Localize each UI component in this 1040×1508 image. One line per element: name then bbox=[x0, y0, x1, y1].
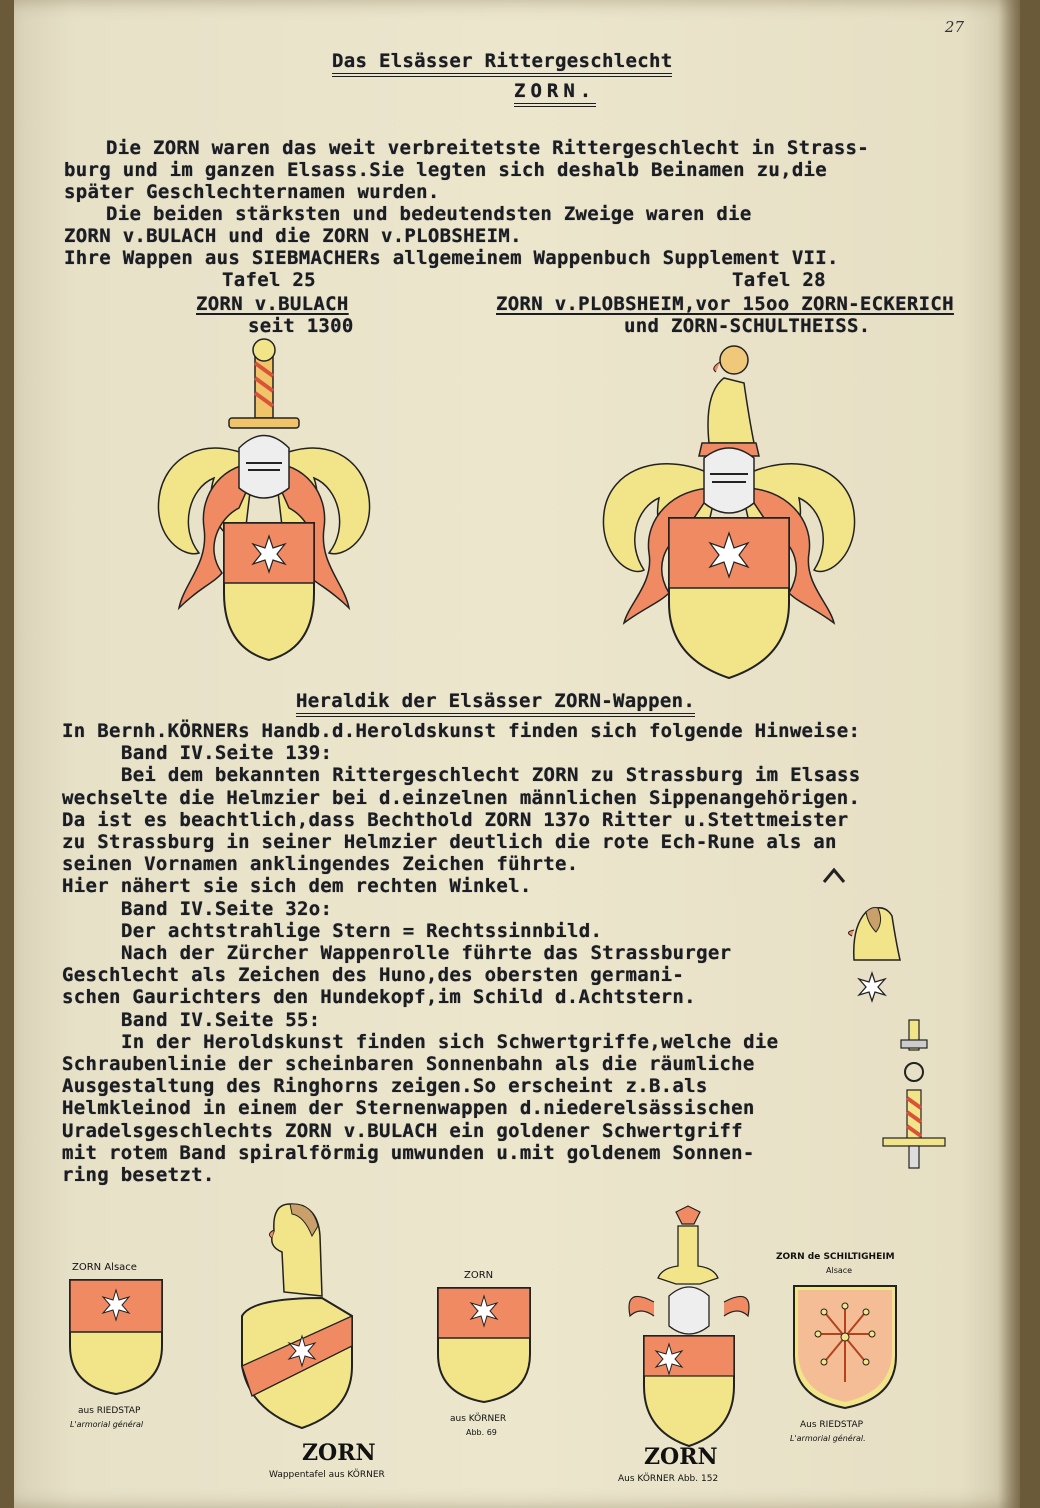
body-line: Der achtstrahlige Stern = Rechtssinnbild. bbox=[74, 919, 603, 942]
body-line: Band IV.Seite 55: bbox=[74, 1008, 321, 1031]
body-line: Helmkleinod in einem der Sternenwappen d.niederelsässischen bbox=[62, 1097, 755, 1120]
body-line: Band IV.Seite 32o: bbox=[74, 897, 333, 920]
body-line: Schraubenlinie der scheinbaren Sonnenbahn als die räumliche bbox=[62, 1053, 755, 1076]
body-line: Uradelsgeschlechts ZORN v.BULACH ein goldener Schwertgriff bbox=[62, 1119, 743, 1142]
body-line: Bei dem bekannten Rittergeschlecht ZORN zu Strassburg im Elsass bbox=[74, 764, 861, 787]
shield-4-caption-1: ZORN bbox=[644, 1444, 718, 1470]
main-body bbox=[62, 720, 861, 1187]
shield-3-top-label: ZORN bbox=[464, 1270, 494, 1281]
body-line: mit rotem Band spiralförmig umwunden u.mit goldenem Sonnen- bbox=[62, 1141, 755, 1164]
shield-4-koerner-helmzier bbox=[614, 1206, 764, 1456]
intro-line-6: Ihre Wappen aus SIEBMACHERs allgemeinem Wappenbuch Supplement VII. bbox=[64, 247, 839, 269]
left-arms-name: ZORN v.BULACH bbox=[196, 293, 349, 315]
body-line: Geschlecht als Zeichen des Huno,des obersten germani- bbox=[62, 964, 685, 987]
shield-5-caption-1: Aus RIEDSTAP bbox=[800, 1420, 864, 1430]
intro-line-3: später Geschlechternamen wurden. bbox=[64, 181, 440, 203]
zorn-bulach-coat-of-arms bbox=[144, 338, 384, 668]
intro-line-4: Die beiden stärksten und bedeutendsten Zweige waren die bbox=[106, 203, 752, 225]
shield-3-caption-1: aus KÖRNER bbox=[450, 1414, 507, 1424]
page-number: 27 bbox=[944, 18, 964, 36]
body-line: seinen Vornamen anklingendes Zeichen führte. bbox=[62, 853, 579, 876]
shield-1-caption-2: L'armorial général bbox=[70, 1420, 144, 1429]
zorn-plobsheim-coat-of-arms bbox=[584, 338, 874, 683]
shield-1-caption-1: aus RIEDSTAP bbox=[78, 1406, 141, 1416]
shield-3-zorn bbox=[434, 1284, 534, 1406]
left-arms-since: seit 1300 bbox=[248, 315, 354, 337]
body-line: wechselte die Helmzier bei d.einzelnen männlichen Sippenangehörigen. bbox=[62, 786, 861, 809]
right-arms-tafel: Tafel 28 bbox=[732, 269, 826, 291]
body-line: Band IV.Seite 139: bbox=[74, 742, 333, 765]
shield-5-top-label-2: Alsace bbox=[826, 1266, 853, 1275]
shield-1-zorn-alsace bbox=[66, 1276, 166, 1398]
body-line: Nach der Zürcher Wappenrolle führte das Strassburger bbox=[74, 942, 732, 965]
body-line: In Bernh.KÖRNERs Handb.d.Heroldskunst finden sich folgende Hinweise: bbox=[62, 720, 861, 742]
intro-line-1: Die ZORN waren das weit verbreitetste Rittergeschlecht in Strass- bbox=[106, 137, 870, 159]
shield-3-caption-2: Abb. 69 bbox=[466, 1428, 497, 1437]
left-arms-tafel: Tafel 25 bbox=[222, 269, 316, 291]
intro-line-5: ZORN v.BULACH und die ZORN v.PLOBSHEIM. bbox=[64, 225, 522, 247]
shield-2-caption-1: ZORN bbox=[302, 1440, 376, 1466]
shield-5-caption-2: L'armorial général. bbox=[790, 1434, 866, 1443]
ech-rune-icon bbox=[822, 866, 846, 884]
intro-line-2: burg und im ganzen Elsass.Sie legten sich deshalb Beinamen zu,die bbox=[64, 159, 828, 181]
shield-1-top-label: ZORN Alsace bbox=[72, 1262, 137, 1273]
shield-4-caption-2: Aus KÖRNER Abb. 152 bbox=[618, 1474, 719, 1484]
page-edge-shadow bbox=[998, 0, 1020, 1508]
body-line: In der Heroldskunst finden sich Schwertgriffe,welche die bbox=[74, 1030, 779, 1053]
body-line: Da ist es beachtlich,dass Bechthold ZORN 137o Ritter u.Stettmeister bbox=[62, 808, 849, 831]
body-line: Hier nähert sie sich dem rechten Winkel. bbox=[62, 875, 532, 898]
heraldik-title: Heraldik der Elsässer ZORN-Wappen. bbox=[296, 690, 695, 712]
body-line: ring besetzt. bbox=[62, 1164, 215, 1187]
shield-2-koerner-wappentafel bbox=[212, 1196, 372, 1436]
sword-grip-icon bbox=[879, 1020, 949, 1170]
shield-5-top-label: ZORN de SCHILTIGHEIM bbox=[776, 1252, 895, 1262]
right-arms-name-2: und ZORN-SCHULTHEISS. bbox=[624, 315, 871, 337]
document-page bbox=[14, 0, 1020, 1508]
body-line: schen Gaurichters den Hundekopf,im Schild d.Achtstern. bbox=[62, 986, 696, 1009]
shield-5-zorn-de-schiltigheim bbox=[790, 1282, 900, 1412]
right-arms-name: ZORN v.PLOBSHEIM,vor 15oo ZORN-ECKERICH bbox=[496, 293, 954, 315]
page-title: Das Elsässer Rittergeschlecht bbox=[332, 50, 672, 72]
eight-pointed-star-icon bbox=[857, 972, 887, 1002]
dog-head-icon bbox=[844, 902, 904, 964]
body-line: Ausgestaltung des Ringhorns zeigen.So erscheint z.B.als bbox=[62, 1075, 708, 1098]
shield-2-caption-2: Wappentafel aus KÖRNER bbox=[269, 1470, 385, 1480]
page-title-name: ZORN. bbox=[514, 80, 596, 102]
body-line: zu Strassburg in seiner Helmzier deutlich die rote Ech-Rune als an bbox=[62, 831, 837, 854]
